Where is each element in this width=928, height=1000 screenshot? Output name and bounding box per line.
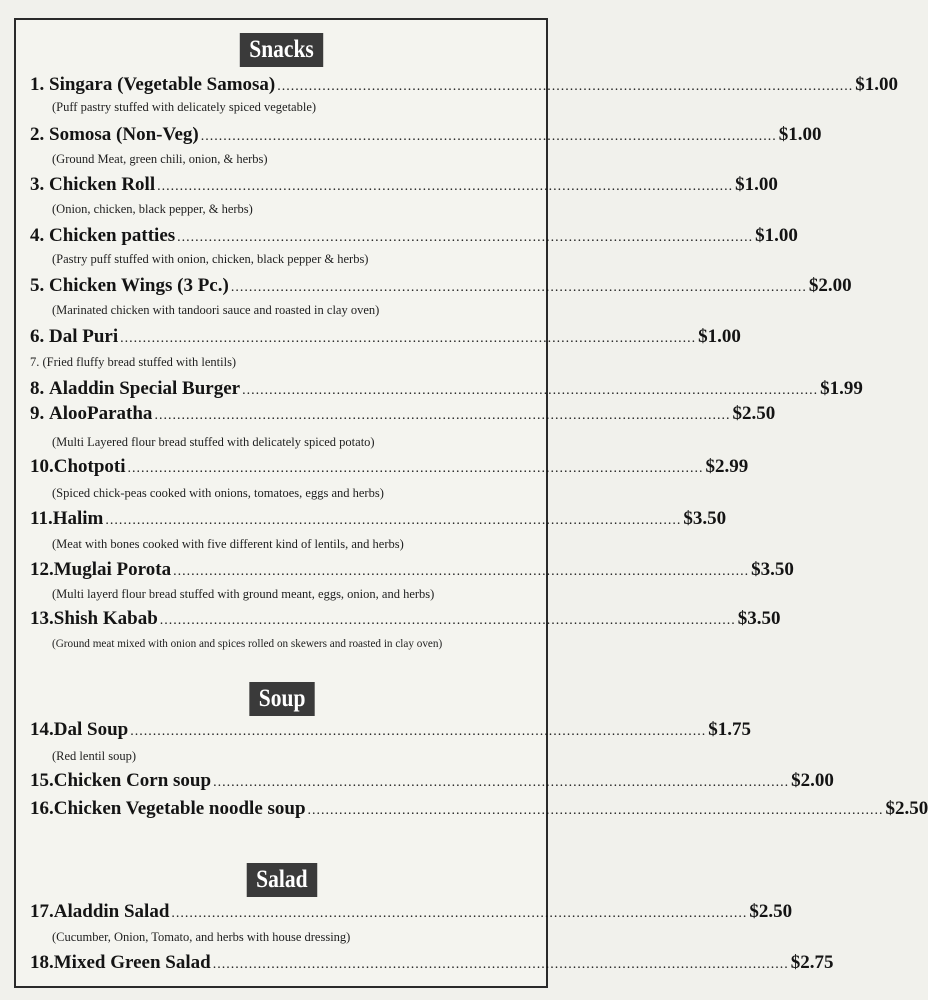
section-header-snacks [0, 33, 564, 67]
menu-item: 2. Somosa (Non-Veg) ................................................................................................................................ $1.00 [30, 124, 528, 148]
item-description: (Cucumber, Onion, Tomato, and herbs with house dressing) [52, 930, 351, 944]
item-description: 7. (Fried fluffy bread stuffed with lentils) [30, 355, 237, 369]
item-description: (Ground meat mixed with onion and spices rolled on skewers and roasted in clay oven) [52, 638, 443, 650]
item-price: $2.75 [790, 952, 834, 973]
menu-item: 14. Dal Soup ................................................................................................................................ $1.75 [30, 719, 528, 743]
leader-dots: ................................................................................................................................ [173, 564, 750, 579]
item-description: (Puff pastry stuffed with delicately spiced vegetable) [52, 100, 317, 114]
item-price: $2.00 [808, 275, 852, 296]
menu-item: 1. Singara (Vegetable Samosa) ................................................................................................................................ $1.00 [30, 74, 528, 98]
item-price: $1.00 [698, 326, 741, 347]
menu-item: 12. Muglai Porota ................................................................................................................................ $3.50 [30, 559, 528, 583]
item-price: $1.99 [820, 378, 863, 399]
item-price: $1.00 [778, 124, 822, 145]
leader-dots: ................................................................................................................................ [213, 775, 790, 790]
item-price: $2.50 [749, 901, 793, 922]
menu-item: 8. Aladdin Special Burger ................................................................................................................................ $1.99 [30, 378, 528, 402]
leader-dots: ................................................................................................................................ [130, 724, 707, 739]
leader-dots: ................................................................................................................................ [242, 383, 819, 398]
menu-item: 15. Chicken Corn soup ................................................................................................................................ $2.00 [30, 770, 528, 794]
item-description: (Pastry puff stuffed with onion, chicken, black pepper & herbs) [52, 252, 369, 266]
leader-dots: ................................................................................................................................ [157, 179, 734, 194]
leader-dots: ................................................................................................................................ [127, 461, 704, 476]
section-header-salad [0, 863, 564, 897]
leader-dots: ................................................................................................................................ [120, 331, 697, 346]
leader-dots: ................................................................................................................................ [277, 79, 854, 94]
leader-dots: ................................................................................................................................ [212, 957, 789, 972]
item-description: (Meat with bones cooked with five different kind of lentils, and herbs) [52, 537, 404, 551]
item-price: $3.50 [737, 608, 781, 629]
item-price: $1.00 [855, 74, 898, 95]
menu-item: 13. Shish Kabab ................................................................................................................................ $3.50 [30, 608, 528, 632]
item-price: $3.50 [751, 559, 794, 580]
item-description: (Marinated chicken with tandoori sauce and roasted in clay oven) [52, 303, 380, 317]
leader-dots: ................................................................................................................................ [307, 803, 884, 818]
menu-item: 5. Chicken Wings (3 Pc.) ................................................................................................................................ $2.00 [30, 275, 528, 299]
leader-dots: ................................................................................................................................ [171, 906, 748, 921]
leader-dots: ................................................................................................................................ [159, 613, 736, 628]
item-price: $2.00 [791, 770, 834, 791]
item-description: (Ground Meat, green chili, onion, & herbs) [52, 152, 268, 166]
item-description: (Multi Layered flour bread stuffed with delicately spiced potato) [52, 435, 375, 449]
item-description: (Multi layerd flour bread stuffed with ground meant, eggs, onion, and herbs) [52, 587, 435, 601]
section-title: Snacks [240, 33, 323, 67]
item-description: (Spiced chick-peas cooked with onions, tomatoes, eggs and herbs) [52, 486, 384, 500]
menu-item: 4. Chicken patties ................................................................................................................................ $1.00 [30, 225, 528, 249]
item-price: $1.75 [708, 719, 751, 740]
leader-dots: ................................................................................................................................ [230, 280, 807, 295]
menu-item: 17. Aladdin Salad ................................................................................................................................ $2.50 [30, 901, 528, 925]
menu-item: 16. Chicken Vegetable noodle soup ................................................................................................................................ $2.50 [30, 798, 528, 822]
menu-item: 3. Chicken Roll ................................................................................................................................ $1.00 [30, 174, 528, 198]
item-price: $1.00 [735, 174, 778, 195]
leader-dots: ................................................................................................................................ [154, 408, 731, 423]
leader-dots: ................................................................................................................................ [105, 513, 682, 528]
menu-item: 10. Chotpoti ................................................................................................................................ $2.99 [30, 456, 528, 480]
menu-item: 6. Dal Puri ................................................................................................................................ $1.00 [30, 326, 528, 350]
section-title: Soup [249, 682, 315, 716]
menu-item: 9. AlooParatha ................................................................................................................................ $2.50 [30, 403, 528, 427]
item-price: $3.50 [683, 508, 727, 529]
item-description: (Red lentil soup) [52, 749, 137, 763]
section-header-soup [0, 682, 564, 716]
item-price: $2.50 [885, 798, 928, 819]
section-title: Salad [247, 863, 317, 897]
menu-item: 11. Halim ................................................................................................................................ $3.50 [30, 508, 528, 532]
item-price: $1.00 [755, 225, 798, 246]
item-description: (Onion, chicken, black pepper, & herbs) [52, 202, 253, 216]
leader-dots: ................................................................................................................................ [177, 230, 754, 245]
leader-dots: ................................................................................................................................ [200, 129, 777, 144]
item-price: $2.99 [705, 456, 749, 477]
item-price: $2.50 [732, 403, 776, 424]
menu-item: 18. Mixed Green Salad ................................................................................................................................ $2.75 [30, 952, 528, 976]
